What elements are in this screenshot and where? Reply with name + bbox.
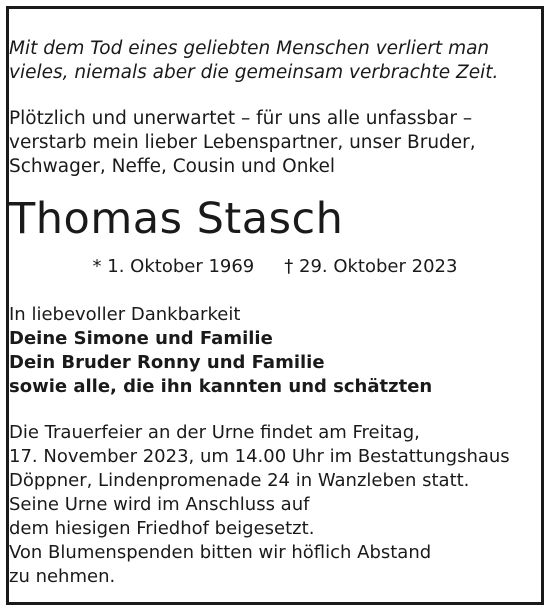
birth-date: * 1. Oktober 1969: [92, 256, 255, 277]
quote-line: Mit dem Tod eines geliebten Menschen verliert man: [9, 38, 490, 59]
gratitude-line: In liebevoller Dankbarkeit: [9, 304, 241, 325]
mourner-line: sowie alle, die ihn kannten und schätzten: [9, 376, 433, 397]
announcement-line: verstarb mein lieber Lebenspartner, unser Bruder,: [9, 132, 476, 153]
memorial-quote: [9, 37, 541, 85]
funeral-line: Seine Urne wird im Anschluss auf: [9, 494, 310, 515]
announcement-line: Schwager, Neffe, Cousin und Onkel: [9, 156, 335, 177]
death-announcement: [9, 107, 541, 179]
funeral-line: zu nehmen.: [9, 566, 116, 587]
funeral-line: Die Trauerfeier an der Urne findet am Freitag,: [9, 422, 420, 443]
mourner-line: Deine Simone und Familie: [9, 328, 273, 349]
funeral-line: dem hiesigen Friedhof beigesetzt.: [9, 518, 315, 539]
life-dates: [9, 255, 541, 279]
announcement-line: Plötzlich und unerwartet – für uns alle unfassbar –: [9, 108, 473, 129]
funeral-line: 17. November 2023, um 14.00 Uhr im Bestattungshaus: [9, 446, 510, 467]
funeral-details: [9, 421, 541, 589]
quote-line: vieles, niemals aber die gemeinsam verbrachte Zeit.: [9, 62, 499, 83]
deceased-name: Thomas Stasch: [9, 194, 344, 244]
obituary-frame: [6, 6, 544, 605]
funeral-line: Döppner, Lindenpromenade 24 in Wanzleben statt.: [9, 470, 470, 491]
funeral-line: Von Blumenspenden bitten wir höflich Abstand: [9, 542, 432, 563]
death-date: † 29. Oktober 2023: [284, 256, 458, 277]
mourner-line: Dein Bruder Ronny und Familie: [9, 352, 325, 373]
mourners-block: [9, 303, 541, 399]
